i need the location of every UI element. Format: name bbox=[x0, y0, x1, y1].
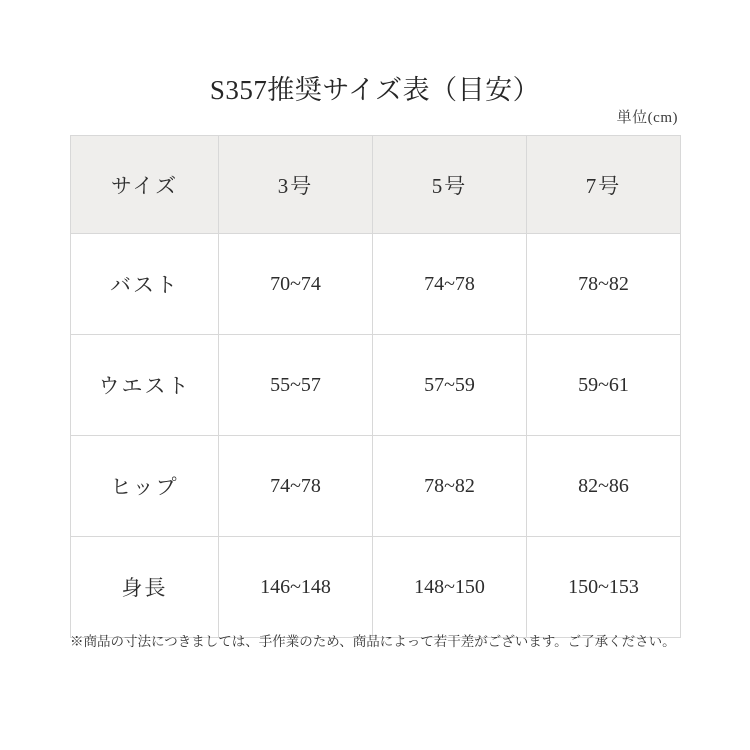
column-header-size: サイズ bbox=[71, 136, 219, 234]
cell-waist-size7: 59~61 bbox=[527, 335, 681, 436]
size-table bbox=[70, 135, 681, 638]
cell-bust-size3: 70~74 bbox=[219, 234, 373, 335]
cell-hip-size3: 74~78 bbox=[219, 436, 373, 537]
column-header-size-3: 3号 bbox=[219, 136, 373, 234]
page-title: S357推奨サイズ表（目安） bbox=[209, 75, 541, 105]
disclaimer-note: ※商品の寸法につきましては、手作業のため、商品によって若干差がございます。ご了承ください。 bbox=[70, 634, 676, 649]
table-row bbox=[71, 537, 681, 638]
unit-label: 単位(cm) bbox=[616, 110, 678, 126]
table-header-row bbox=[71, 136, 681, 234]
table-body bbox=[71, 234, 681, 638]
table-row bbox=[71, 335, 681, 436]
table-row bbox=[71, 234, 681, 335]
cell-height-size3: 146~148 bbox=[219, 537, 373, 638]
cell-height-size5: 148~150 bbox=[373, 537, 527, 638]
cell-waist-size5: 57~59 bbox=[373, 335, 527, 436]
cell-bust-size7: 78~82 bbox=[527, 234, 681, 335]
table-row bbox=[71, 436, 681, 537]
row-label-waist: ウエスト bbox=[71, 335, 219, 436]
cell-bust-size5: 74~78 bbox=[373, 234, 527, 335]
cell-hip-size7: 82~86 bbox=[527, 436, 681, 537]
cell-hip-size5: 78~82 bbox=[373, 436, 527, 537]
cell-height-size7: 150~153 bbox=[527, 537, 681, 638]
cell-waist-size3: 55~57 bbox=[219, 335, 373, 436]
table-header bbox=[71, 136, 681, 234]
row-label-bust: バスト bbox=[71, 234, 219, 335]
column-header-size-7: 7号 bbox=[527, 136, 681, 234]
size-table-container bbox=[70, 135, 680, 638]
column-header-size-5: 5号 bbox=[373, 136, 527, 234]
row-label-hip: ヒップ bbox=[71, 436, 219, 537]
row-label-height: 身長 bbox=[71, 537, 219, 638]
